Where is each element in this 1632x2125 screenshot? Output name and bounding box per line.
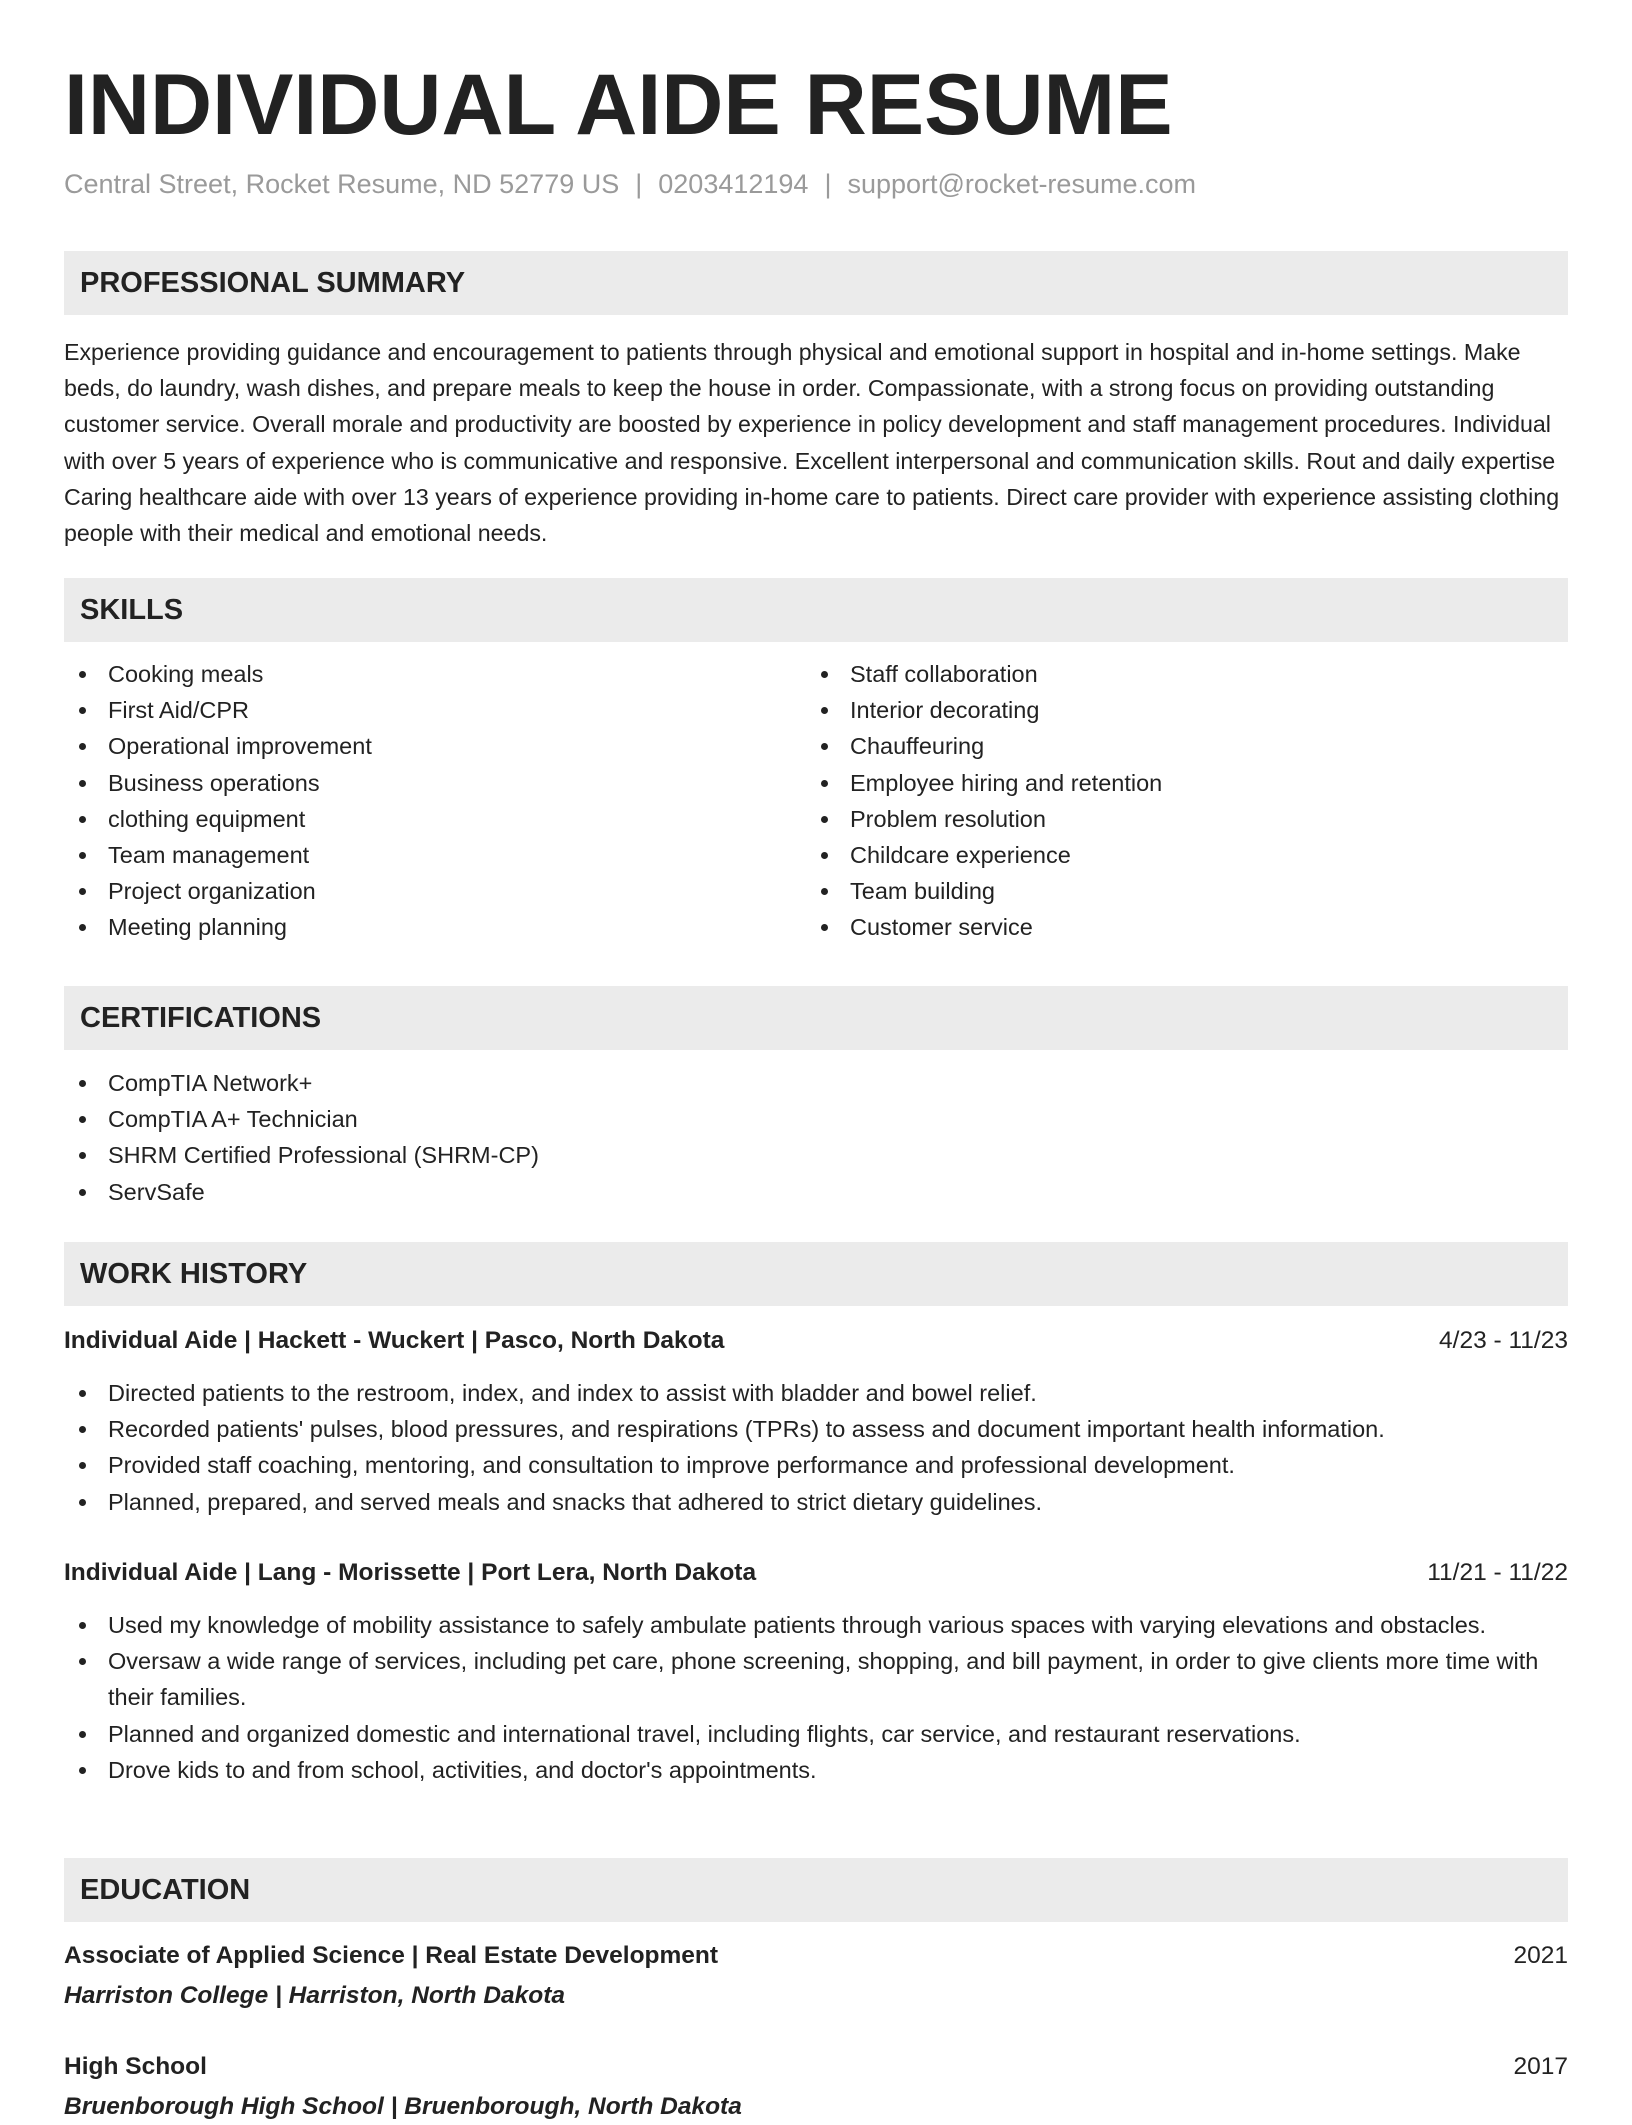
section-heading-certifications: CERTIFICATIONS bbox=[64, 986, 1568, 1050]
education-header bbox=[64, 1938, 1568, 1974]
graduation-year: 2021 bbox=[1513, 1942, 1568, 1969]
skill-item: Team building bbox=[806, 873, 1566, 909]
skill-item: Problem resolution bbox=[806, 801, 1566, 837]
job-duty-item: Oversaw a wide range of services, including pet care, phone screening, shopping, and bill payment, in order to give clients more time with their families. bbox=[64, 1643, 1568, 1715]
skill-item: Team management bbox=[64, 837, 794, 873]
job-header bbox=[64, 1323, 1568, 1359]
contact-separator: | bbox=[635, 169, 643, 199]
skill-item: Business operations bbox=[64, 765, 794, 801]
certifications-list bbox=[64, 1065, 1568, 1210]
section-heading-skills: SKILLS bbox=[64, 578, 1568, 642]
skill-item: Childcare experience bbox=[806, 837, 1566, 873]
contact-address: Central Street, Rocket Resume, ND 52779 US bbox=[64, 169, 620, 199]
skill-item: Operational improvement bbox=[64, 728, 794, 764]
certification-item: ServSafe bbox=[64, 1174, 1568, 1210]
skill-item: Cooking meals bbox=[64, 656, 794, 692]
job-duty-item: Planned, prepared, and served meals and snacks that adhered to strict dietary guidelines. bbox=[64, 1484, 1568, 1520]
job-dates: 11/21 - 11/22 bbox=[1427, 1559, 1568, 1586]
skill-item: Meeting planning bbox=[64, 909, 794, 945]
certification-item: CompTIA Network+ bbox=[64, 1065, 1568, 1101]
job-duty-item: Planned and organized domestic and international travel, including flights, car service, and restaurant reservations. bbox=[64, 1716, 1568, 1752]
skill-item: Staff collaboration bbox=[806, 656, 1566, 692]
summary-text: Experience providing guidance and encouragement to patients through physical and emotional support in hospital and in-home settings. Make beds, do laundry, wash dishes, and prepare meals to keep the house in order. Compassionate, with a strong focus on providing outstanding customer service. Overall morale and productivity are boosted by experience in policy development and staff management procedures. Individual with over 5 years of experience who is communicative and responsive. Excellent interpersonal and communication skills. Rout and daily expertise Caring healthcare aide with over 13 years of experience providing in-home care to patients. Direct care provider with experience assisting clothing people with their medical and emotional needs. bbox=[64, 339, 1560, 547]
degree-title: Associate of Applied Science | Real Estate Development bbox=[64, 1942, 719, 1969]
contact-separator: | bbox=[824, 169, 832, 199]
school-name: Bruenborough High School | Bruenborough, North Dakota bbox=[64, 2093, 742, 2120]
certification-item: SHRM Certified Professional (SHRM-CP) bbox=[64, 1137, 1568, 1173]
degree-title: High School bbox=[64, 2053, 207, 2080]
skills-list-right bbox=[806, 656, 1566, 946]
job-duty-item: Used my knowledge of mobility assistance to safely ambulate patients through various spaces with varying elevations and obstacles. bbox=[64, 1607, 1568, 1643]
section-heading-work-history: WORK HISTORY bbox=[64, 1242, 1568, 1306]
section-heading-education: EDUCATION bbox=[64, 1858, 1568, 1922]
contact-email: support@rocket-resume.com bbox=[847, 169, 1196, 199]
skill-item: First Aid/CPR bbox=[64, 692, 794, 728]
certification-item: CompTIA A+ Technician bbox=[64, 1101, 1568, 1137]
job-duty-item: Directed patients to the restroom, index, and index to assist with bladder and bowel relief. bbox=[64, 1375, 1568, 1411]
job-duty-item: Drove kids to and from school, activities, and doctor's appointments. bbox=[64, 1752, 1568, 1788]
job-duties-list bbox=[64, 1375, 1568, 1520]
contact-phone: 0203412194 bbox=[658, 169, 809, 199]
section-heading-summary: PROFESSIONAL SUMMARY bbox=[64, 251, 1568, 315]
skills-list-left bbox=[64, 656, 794, 946]
graduation-year: 2017 bbox=[1513, 2053, 1568, 2080]
contact-line bbox=[64, 166, 1196, 202]
skill-item: Project organization bbox=[64, 873, 794, 909]
job-duty-item: Recorded patients' pulses, blood pressures, and respirations (TPRs) to assess and document important health information. bbox=[64, 1411, 1568, 1447]
job-header bbox=[64, 1555, 1568, 1591]
job-title: Individual Aide | Lang - Morissette | Port Lera, North Dakota bbox=[64, 1559, 757, 1586]
job-dates: 4/23 - 11/23 bbox=[1439, 1327, 1568, 1354]
education-header bbox=[64, 2049, 1568, 2085]
job-title: Individual Aide | Hackett - Wuckert | Pasco, North Dakota bbox=[64, 1327, 725, 1354]
skill-item: Chauffeuring bbox=[806, 728, 1566, 764]
skill-item: Customer service bbox=[806, 909, 1566, 945]
school-name: Harriston College | Harriston, North Dakota bbox=[64, 1982, 566, 2009]
skill-item: Interior decorating bbox=[806, 692, 1566, 728]
resume-title: INDIVIDUAL AIDE RESUME bbox=[64, 57, 1173, 153]
job-duties-list bbox=[64, 1607, 1568, 1788]
job-duty-item: Provided staff coaching, mentoring, and consultation to improve performance and professional development. bbox=[64, 1447, 1568, 1483]
skill-item: clothing equipment bbox=[64, 801, 794, 837]
skill-item: Employee hiring and retention bbox=[806, 765, 1566, 801]
